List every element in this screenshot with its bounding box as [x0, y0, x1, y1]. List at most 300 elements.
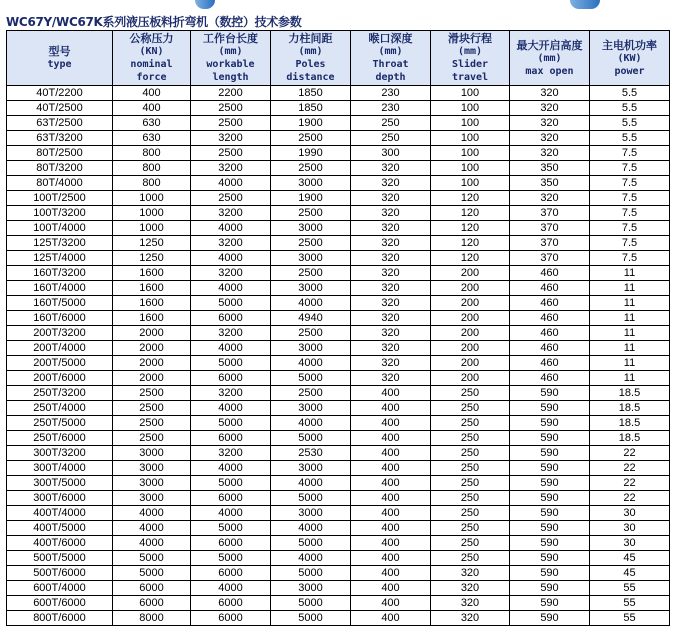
table-cell: 250T/3200 [7, 386, 113, 401]
table-cell: 2000 [113, 356, 191, 371]
table-cell: 200T/6000 [7, 371, 113, 386]
table-row [7, 251, 670, 266]
table-cell: 350 [510, 176, 590, 191]
table-cell: 4000 [191, 176, 271, 191]
table-cell: 200 [431, 356, 510, 371]
table-cell: 6000 [191, 371, 271, 386]
table-cell: 2500 [113, 401, 191, 416]
table-cell: 590 [510, 401, 590, 416]
table-cell: 4940 [271, 311, 351, 326]
table-row [7, 326, 670, 341]
column-header [590, 31, 670, 86]
table-cell: 45 [590, 566, 670, 581]
table-cell: 100 [431, 86, 510, 101]
column-header-en: Throat depth [372, 59, 409, 83]
table-cell: 800 [113, 161, 191, 176]
table-cell: 400 [351, 551, 431, 566]
table-cell: 30 [590, 506, 670, 521]
table-cell: 3200 [191, 236, 271, 251]
table-cell: 80T/4000 [7, 176, 113, 191]
table-cell: 350 [510, 161, 590, 176]
table-cell: 1000 [113, 206, 191, 221]
table-cell: 4000 [191, 281, 271, 296]
table-cell: 200 [431, 281, 510, 296]
table-cell: 300 [351, 146, 431, 161]
table-cell: 7.5 [590, 206, 670, 221]
table-cell: 300T/4000 [7, 461, 113, 476]
table-row [7, 461, 670, 476]
table-cell: 11 [590, 356, 670, 371]
table-cell: 400 [351, 581, 431, 596]
table-cell: 320 [431, 581, 510, 596]
table-cell: 370 [510, 236, 590, 251]
table-cell: 55 [590, 611, 670, 626]
table-cell: 230 [351, 101, 431, 116]
table-cell: 590 [510, 581, 590, 596]
table-cell: 2000 [113, 371, 191, 386]
table-cell: 250 [431, 386, 510, 401]
table-cell: 22 [590, 446, 670, 461]
table-cell: 600T/4000 [7, 581, 113, 596]
table-cell: 250 [431, 491, 510, 506]
column-header-cn: 力柱间距 [288, 32, 333, 45]
table-cell: 4000 [191, 581, 271, 596]
column-header-unit: (mm) [218, 46, 243, 57]
table-cell: 250 [351, 131, 431, 146]
table-cell: 320 [510, 191, 590, 206]
table-cell: 250 [431, 551, 510, 566]
column-header-cn: 最大开启高度 [516, 38, 583, 52]
table-cell: 120 [431, 206, 510, 221]
table-cell: 320 [351, 356, 431, 371]
table-cell: 3000 [113, 461, 191, 476]
table-row [7, 296, 670, 311]
table-cell: 100T/4000 [7, 221, 113, 236]
table-cell: 4000 [113, 521, 191, 536]
table-cell: 3000 [271, 281, 351, 296]
table-cell: 320 [351, 176, 431, 191]
table-cell: 5000 [271, 371, 351, 386]
table-cell: 400T/4000 [7, 506, 113, 521]
table-cell: 5000 [191, 476, 271, 491]
table-cell: 7.5 [590, 161, 670, 176]
column-header-en: nominal force [130, 59, 173, 83]
column-header-cn: 主电机功率 [602, 38, 657, 52]
table-row [7, 536, 670, 551]
table-cell: 590 [510, 506, 590, 521]
page-title: WC67Y/WC67K系列液压板料折弯机（数控）技术参数 [6, 15, 302, 29]
table-cell: 320 [351, 161, 431, 176]
table-cell: 5000 [113, 551, 191, 566]
table-cell: 590 [510, 476, 590, 491]
table-cell: 5000 [191, 551, 271, 566]
column-header-unit: (mm) [457, 46, 483, 57]
table-cell: 7.5 [590, 236, 670, 251]
table-row [7, 446, 670, 461]
table-cell: 1990 [271, 146, 351, 161]
table-cell: 460 [510, 296, 590, 311]
table-cell: 11 [590, 311, 670, 326]
table-cell: 1900 [271, 116, 351, 131]
table-cell: 5.5 [590, 86, 670, 101]
table-cell: 800 [113, 176, 191, 191]
table-cell: 4000 [271, 521, 351, 536]
table-cell: 320 [351, 296, 431, 311]
table-cell: 320 [431, 596, 510, 611]
table-cell: 30 [590, 536, 670, 551]
table-cell: 100 [431, 131, 510, 146]
column-header-cn: 型号 [48, 45, 71, 58]
table-cell: 100 [431, 176, 510, 191]
table-cell: 400 [113, 86, 191, 101]
table-cell: 6000 [191, 536, 271, 551]
table-cell: 3000 [271, 506, 351, 521]
table-cell: 590 [510, 431, 590, 446]
table-cell: 200T/3200 [7, 326, 113, 341]
column-header [431, 31, 510, 86]
table-row [7, 356, 670, 371]
table-cell: 320 [351, 326, 431, 341]
table-row [7, 86, 670, 101]
table-cell: 320 [510, 86, 590, 101]
table-cell: 250T/6000 [7, 431, 113, 446]
table-cell: 590 [510, 386, 590, 401]
column-header-en: max open [525, 65, 574, 77]
table-cell: 460 [510, 341, 590, 356]
table-cell: 125T/3200 [7, 236, 113, 251]
table-cell: 2500 [191, 116, 271, 131]
table-cell: 320 [351, 341, 431, 356]
table-cell: 2000 [113, 326, 191, 341]
table-cell: 4000 [191, 221, 271, 236]
column-header-cn: 滑块行程 [448, 32, 492, 45]
table-row [7, 131, 670, 146]
table-row [7, 386, 670, 401]
table-cell: 4000 [271, 416, 351, 431]
table-cell: 1600 [113, 311, 191, 326]
table-cell: 590 [510, 491, 590, 506]
table-cell: 5000 [191, 296, 271, 311]
table-cell: 1900 [271, 191, 351, 206]
table-cell: 7.5 [590, 251, 670, 266]
table-cell: 250 [431, 416, 510, 431]
decorative-banner-right [570, 0, 600, 9]
table-cell: 600T/6000 [7, 596, 113, 611]
table-row [7, 506, 670, 521]
table-row [7, 431, 670, 446]
column-header-cn: 公称压力 [129, 32, 174, 45]
table-cell: 11 [590, 341, 670, 356]
table-cell: 3000 [271, 581, 351, 596]
column-header [510, 31, 590, 86]
table-cell: 300T/3200 [7, 446, 113, 461]
table-cell: 500T/5000 [7, 551, 113, 566]
table-cell: 400 [351, 431, 431, 446]
table-cell: 80T/2500 [7, 146, 113, 161]
table-cell: 3200 [191, 386, 271, 401]
table-cell: 320 [351, 221, 431, 236]
table-cell: 6000 [191, 491, 271, 506]
table-cell: 460 [510, 326, 590, 341]
table-cell: 100 [431, 116, 510, 131]
table-cell: 3200 [191, 206, 271, 221]
table-cell: 250 [431, 521, 510, 536]
table-cell: 400 [113, 101, 191, 116]
table-cell: 400 [351, 506, 431, 521]
table-cell: 2500 [271, 236, 351, 251]
table-cell: 400 [351, 386, 431, 401]
decorative-banner-left [195, 0, 215, 9]
table-row [7, 266, 670, 281]
table-cell: 40T/2500 [7, 101, 113, 116]
table-cell: 300T/6000 [7, 491, 113, 506]
table-cell: 590 [510, 536, 590, 551]
table-cell: 1600 [113, 296, 191, 311]
table-cell: 400 [351, 491, 431, 506]
table-cell: 1600 [113, 266, 191, 281]
table-cell: 400T/6000 [7, 536, 113, 551]
table-cell: 55 [590, 581, 670, 596]
table-cell: 63T/3200 [7, 131, 113, 146]
table-cell: 250 [431, 401, 510, 416]
table-cell: 6000 [113, 581, 191, 596]
table-row [7, 596, 670, 611]
table-row [7, 191, 670, 206]
table-cell: 5.5 [590, 116, 670, 131]
table-cell: 5000 [113, 566, 191, 581]
table-cell: 200T/4000 [7, 341, 113, 356]
table-cell: 5000 [271, 491, 351, 506]
table-cell: 200T/5000 [7, 356, 113, 371]
table-cell: 3200 [191, 326, 271, 341]
table-cell: 3000 [113, 446, 191, 461]
table-cell: 4000 [191, 401, 271, 416]
column-header [271, 31, 351, 86]
column-header-unit: (mm) [378, 46, 403, 57]
table-cell: 630 [113, 116, 191, 131]
table-cell: 7.5 [590, 146, 670, 161]
column-header-en: power [614, 65, 645, 77]
table-cell: 80T/3200 [7, 161, 113, 176]
table-cell: 2500 [271, 386, 351, 401]
table-cell: 630 [113, 131, 191, 146]
table-cell: 320 [351, 281, 431, 296]
table-row [7, 476, 670, 491]
table-cell: 2500 [113, 386, 191, 401]
column-header-unit: (KW) [617, 52, 642, 64]
table-cell: 2500 [191, 191, 271, 206]
column-header-cn: 工作台长度 [203, 32, 258, 45]
table-cell: 460 [510, 371, 590, 386]
column-header [7, 31, 113, 86]
table-cell: 400 [351, 416, 431, 431]
table-cell: 11 [590, 266, 670, 281]
table-cell: 320 [431, 611, 510, 626]
table-cell: 800 [113, 146, 191, 161]
table-cell: 11 [590, 296, 670, 311]
table-row [7, 176, 670, 191]
table-cell: 5000 [191, 521, 271, 536]
table-cell: 460 [510, 266, 590, 281]
table-row [7, 236, 670, 251]
table-cell: 590 [510, 521, 590, 536]
table-cell: 18.5 [590, 386, 670, 401]
table-cell: 2500 [271, 161, 351, 176]
table-cell: 320 [510, 146, 590, 161]
table-cell: 250 [431, 476, 510, 491]
table-cell: 5000 [271, 611, 351, 626]
table-cell: 1600 [113, 281, 191, 296]
table-cell: 6000 [191, 566, 271, 581]
table-cell: 460 [510, 281, 590, 296]
table-cell: 7.5 [590, 221, 670, 236]
table-cell: 3000 [113, 476, 191, 491]
table-header-row [7, 31, 670, 86]
table-cell: 400T/5000 [7, 521, 113, 536]
table-cell: 3200 [191, 266, 271, 281]
table-cell: 250T/4000 [7, 401, 113, 416]
table-cell: 590 [510, 416, 590, 431]
table-cell: 590 [510, 611, 590, 626]
table-cell: 22 [590, 476, 670, 491]
table-cell: 4000 [113, 536, 191, 551]
table-cell: 45 [590, 551, 670, 566]
table-cell: 460 [510, 356, 590, 371]
table-cell: 590 [510, 461, 590, 476]
table-cell: 6000 [191, 431, 271, 446]
table-cell: 160T/3200 [7, 266, 113, 281]
table-cell: 250 [351, 116, 431, 131]
table-cell: 4000 [191, 461, 271, 476]
table-cell: 3000 [271, 251, 351, 266]
table-cell: 250 [431, 506, 510, 521]
table-cell: 400 [351, 536, 431, 551]
table-row [7, 551, 670, 566]
table-cell: 2500 [271, 326, 351, 341]
table-cell: 22 [590, 491, 670, 506]
table-cell: 120 [431, 221, 510, 236]
table-cell: 2500 [113, 416, 191, 431]
table-row [7, 116, 670, 131]
table-cell: 800T/6000 [7, 611, 113, 626]
table-cell: 3000 [271, 176, 351, 191]
table-cell: 120 [431, 236, 510, 251]
table-cell: 590 [510, 596, 590, 611]
table-cell: 320 [351, 371, 431, 386]
table-cell: 11 [590, 281, 670, 296]
column-header-en: Slider travel [451, 59, 489, 83]
column-header-en: type [47, 59, 72, 70]
table-cell: 4000 [271, 476, 351, 491]
table-row [7, 491, 670, 506]
table-cell: 4000 [271, 296, 351, 311]
table-cell: 230 [351, 86, 431, 101]
table-cell: 320 [431, 566, 510, 581]
table-cell: 400 [351, 446, 431, 461]
table-row [7, 161, 670, 176]
table-row [7, 416, 670, 431]
table-cell: 5000 [271, 566, 351, 581]
table-cell: 250T/5000 [7, 416, 113, 431]
table-row [7, 281, 670, 296]
table-cell: 2500 [271, 206, 351, 221]
spec-table [6, 30, 670, 626]
table-cell: 320 [351, 311, 431, 326]
table-cell: 400 [351, 476, 431, 491]
table-cell: 3200 [191, 161, 271, 176]
table-cell: 18.5 [590, 416, 670, 431]
table-cell: 5.5 [590, 131, 670, 146]
table-cell: 250 [431, 431, 510, 446]
table-row [7, 521, 670, 536]
table-cell: 2500 [191, 101, 271, 116]
table-cell: 7.5 [590, 176, 670, 191]
column-header [191, 31, 271, 86]
table-cell: 6000 [191, 311, 271, 326]
table-cell: 120 [431, 191, 510, 206]
table-row [7, 221, 670, 236]
table-cell: 100 [431, 146, 510, 161]
table-cell: 200 [431, 266, 510, 281]
column-header-en: workable length [206, 59, 255, 83]
table-cell: 1250 [113, 251, 191, 266]
table-cell: 370 [510, 221, 590, 236]
table-cell: 320 [351, 206, 431, 221]
table-cell: 4000 [271, 356, 351, 371]
table-cell: 6000 [191, 611, 271, 626]
table-row [7, 146, 670, 161]
table-row [7, 371, 670, 386]
table-cell: 2500 [191, 146, 271, 161]
table-cell: 18.5 [590, 401, 670, 416]
table-cell: 320 [351, 251, 431, 266]
table-row [7, 581, 670, 596]
column-header-en: Poles distance [286, 59, 335, 83]
table-cell: 6000 [113, 596, 191, 611]
table-row [7, 401, 670, 416]
table-cell: 1850 [271, 86, 351, 101]
table-cell: 4000 [113, 506, 191, 521]
table-cell: 2200 [191, 86, 271, 101]
table-cell: 11 [590, 326, 670, 341]
table-cell: 400 [351, 611, 431, 626]
table-cell: 100T/2500 [7, 191, 113, 206]
table-cell: 320 [351, 266, 431, 281]
table-cell: 5000 [271, 431, 351, 446]
table-cell: 200 [431, 296, 510, 311]
table-cell: 250 [431, 446, 510, 461]
table-cell: 160T/5000 [7, 296, 113, 311]
table-cell: 5000 [271, 596, 351, 611]
table-cell: 320 [351, 236, 431, 251]
table-cell: 300T/5000 [7, 476, 113, 491]
table-cell: 125T/4000 [7, 251, 113, 266]
table-cell: 400 [351, 521, 431, 536]
table-cell: 400 [351, 566, 431, 581]
table-cell: 18.5 [590, 431, 670, 446]
table-cell: 63T/2500 [7, 116, 113, 131]
table-row [7, 611, 670, 626]
table-cell: 2500 [113, 431, 191, 446]
table-cell: 5000 [271, 536, 351, 551]
table-cell: 3000 [271, 401, 351, 416]
table-cell: 250 [431, 461, 510, 476]
table-cell: 5000 [191, 356, 271, 371]
table-cell: 2500 [271, 131, 351, 146]
table-row [7, 566, 670, 581]
table-cell: 3200 [191, 446, 271, 461]
table-cell: 3000 [271, 461, 351, 476]
